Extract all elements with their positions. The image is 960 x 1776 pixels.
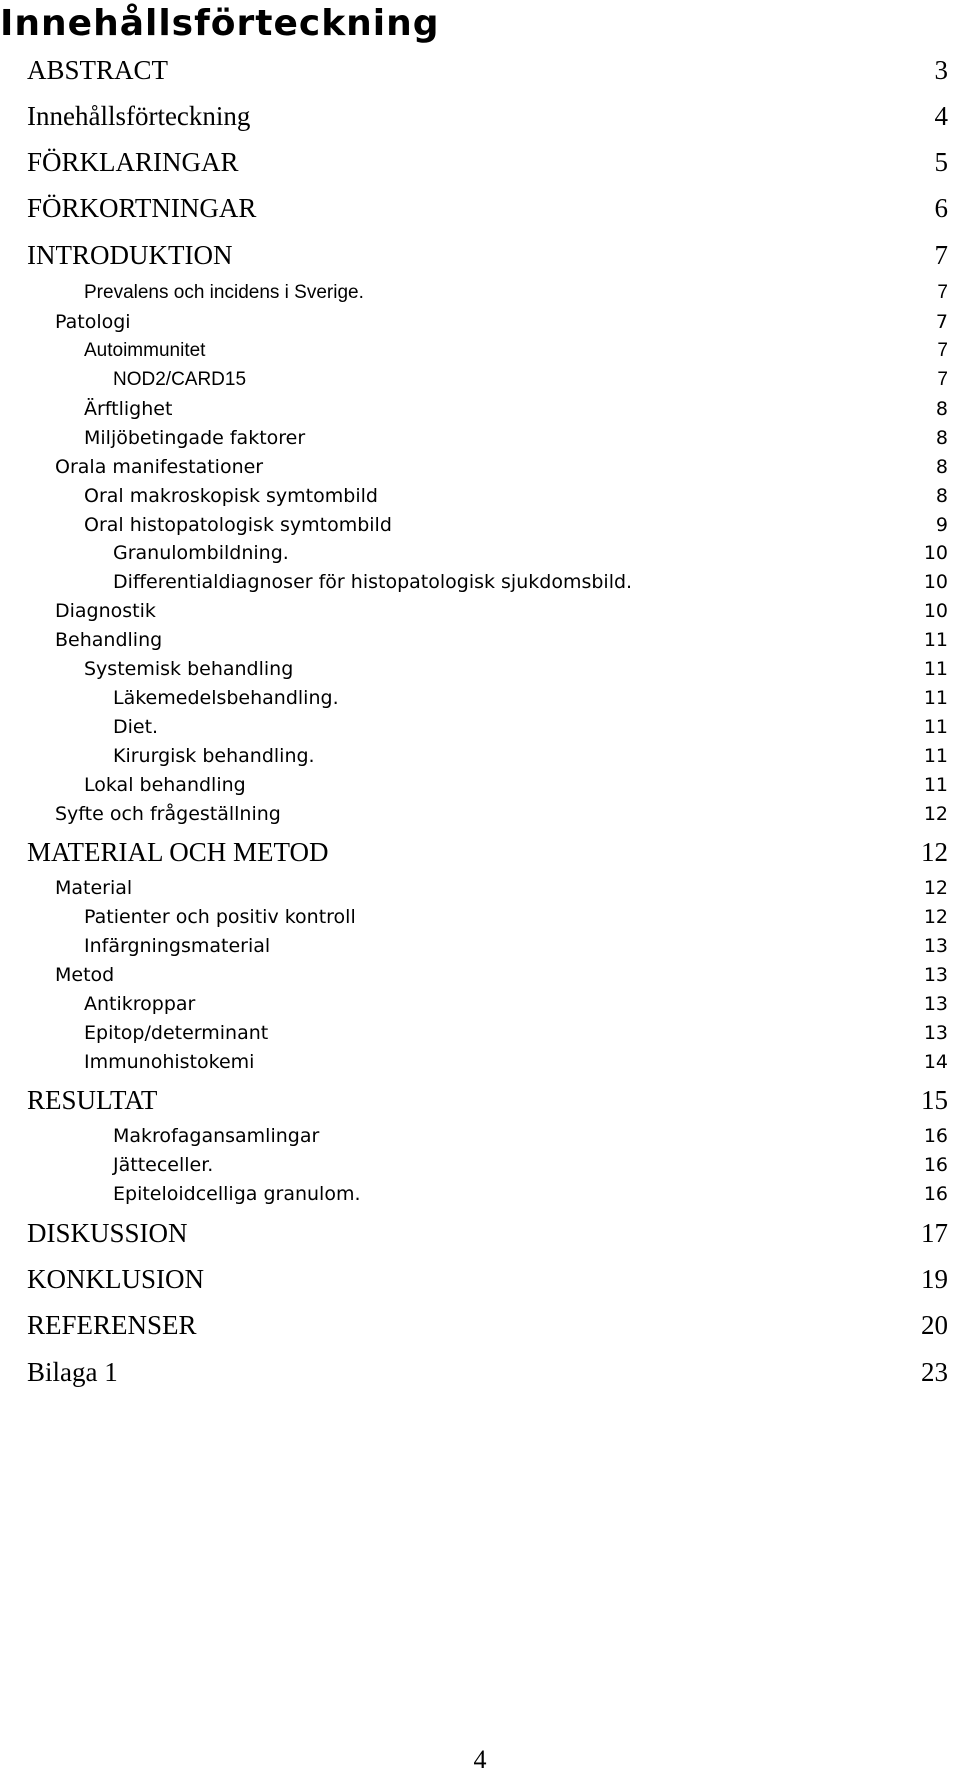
toc-entry[interactable] — [55, 803, 959, 825]
toc-entry-page: 7 — [934, 240, 948, 270]
toc-entry-page: 6 — [934, 193, 948, 223]
toc-entry-page: 12 — [923, 877, 948, 899]
toc-entry-label: Behandling — [55, 629, 163, 651]
toc-entry-label: ABSTRACT — [27, 55, 169, 85]
toc-entry-page: 16 — [923, 1154, 948, 1176]
toc-entry[interactable] — [27, 1357, 959, 1393]
toc-entry-page: 16 — [923, 1183, 948, 1205]
toc-entry-label: Antikroppar — [84, 993, 196, 1015]
toc-entry-label: RESULTAT — [27, 1085, 158, 1115]
toc-entry[interactable] — [55, 456, 959, 478]
toc-entry-page: 13 — [923, 935, 948, 957]
toc-entry-label: Granulombildning. — [113, 542, 289, 564]
toc-entry-page: 7 — [937, 369, 948, 390]
toc-entry[interactable] — [113, 571, 959, 593]
toc-entry-label: Patienter och positiv kontroll — [84, 906, 356, 928]
toc-entry[interactable] — [113, 369, 959, 391]
toc-entry[interactable] — [27, 837, 959, 873]
toc-entry-page: 23 — [921, 1357, 948, 1387]
toc-entry-label: Metod — [55, 964, 115, 986]
toc-entry-label: FÖRKORTNINGAR — [27, 193, 257, 223]
toc-entry-label: Makrofagansamlingar — [113, 1125, 320, 1147]
toc-entry[interactable] — [113, 1183, 959, 1205]
toc-entry-page: 12 — [923, 803, 948, 825]
toc-entry-page: 13 — [923, 1022, 948, 1044]
toc-entry-page: 8 — [935, 427, 948, 449]
toc-entry-label: Kirurgisk behandling. — [113, 745, 315, 767]
toc-entry[interactable] — [27, 1085, 959, 1121]
toc-entry-page: 11 — [923, 716, 948, 738]
toc-entry-page: 9 — [935, 514, 948, 536]
toc-entry-page: 8 — [935, 398, 948, 420]
toc-entry-page: 5 — [934, 147, 948, 177]
toc-entry-label: Lokal behandling — [84, 774, 246, 796]
toc-entry[interactable] — [84, 282, 959, 304]
toc-entry-page: 20 — [921, 1310, 948, 1340]
page-title: Innehållsförteckning — [0, 3, 440, 44]
toc-entry[interactable] — [84, 993, 959, 1015]
toc-entry[interactable] — [84, 514, 959, 536]
toc-entry-page: 7 — [935, 311, 948, 333]
toc-entry-label: Orala manifestationer — [55, 456, 264, 478]
toc-entry-label: Systemisk behandling — [84, 658, 294, 680]
toc-entry-page: 13 — [923, 964, 948, 986]
toc-entry-label: Infärgningsmaterial — [84, 935, 271, 957]
toc-entry-label: Bilaga 1 — [27, 1357, 118, 1387]
toc-entry[interactable] — [27, 240, 959, 276]
toc-entry-label: NOD2/CARD15 — [113, 369, 247, 390]
toc-entry-page: 10 — [923, 600, 948, 622]
toc-entry[interactable] — [84, 427, 959, 449]
toc-entry-page: 8 — [935, 485, 948, 507]
toc-entry-label: Immunohistokemi — [84, 1051, 255, 1073]
toc-entry-page: 11 — [923, 745, 948, 767]
toc-entry-page: 15 — [921, 1085, 948, 1115]
toc-entry-label: MATERIAL OCH METOD — [27, 837, 329, 867]
toc-entry-page: 11 — [923, 629, 948, 651]
toc-entry[interactable] — [27, 1310, 959, 1346]
toc-entry-label: Syfte och frågeställning — [55, 803, 281, 825]
toc-entry-label: Differentialdiagnoser för histopatologisk sjukdomsbild. — [113, 571, 633, 593]
toc-entry[interactable] — [55, 629, 959, 651]
toc-entry-label: Innehållsförteckning — [27, 101, 251, 131]
toc-entry-label: Patologi — [55, 311, 131, 333]
toc-entry-page: 10 — [923, 571, 948, 593]
toc-entry[interactable] — [113, 1154, 959, 1176]
toc-entry-label: Epiteloidcelliga granulom. — [113, 1183, 361, 1205]
toc-entry-page: 10 — [923, 542, 948, 564]
toc-entry[interactable] — [113, 1125, 959, 1147]
toc-entry-label: Oral makroskopisk symtombild — [84, 485, 378, 507]
toc-entry-page: 12 — [923, 906, 948, 928]
toc-entry-label: Diet. — [113, 716, 159, 738]
toc-entry[interactable] — [113, 745, 959, 767]
toc-entry-page: 11 — [923, 687, 948, 709]
toc-entry-label: Oral histopatologisk symtombild — [84, 514, 392, 536]
toc-entry[interactable] — [84, 906, 959, 928]
toc-entry-label: Material — [55, 877, 133, 899]
toc-entry[interactable] — [84, 485, 959, 507]
toc-entry[interactable] — [84, 658, 959, 680]
toc-entry[interactable] — [84, 340, 959, 362]
toc-entry[interactable] — [84, 935, 959, 957]
toc-entry-page: 3 — [934, 55, 948, 85]
page-number: 4 — [473, 1745, 487, 1774]
toc-entry[interactable] — [55, 964, 959, 986]
toc-entry-page: 8 — [935, 456, 948, 478]
toc-entry-label: DISKUSSION — [27, 1218, 188, 1248]
toc-entry-page: 17 — [921, 1218, 948, 1248]
toc-entry-label: Läkemedelsbehandling. — [113, 687, 339, 709]
toc-entry-label: Miljöbetingade faktorer — [84, 427, 306, 449]
toc-entry[interactable] — [55, 311, 959, 333]
toc-entry-page: 4 — [934, 101, 948, 131]
toc-entry[interactable] — [113, 542, 959, 564]
toc-entry-label: KONKLUSION — [27, 1264, 204, 1294]
toc-entry-page: 19 — [921, 1264, 948, 1294]
toc-entry[interactable] — [113, 716, 959, 738]
toc-entry-label: Ärftlighet — [84, 398, 173, 420]
toc-entry[interactable] — [27, 1264, 959, 1300]
toc-entry[interactable] — [27, 147, 959, 183]
toc-entry-page: 7 — [937, 340, 948, 361]
toc-entry-label: REFERENSER — [27, 1310, 197, 1340]
toc-entry-label: Autoimmunitet — [84, 340, 206, 361]
toc-entry[interactable] — [55, 877, 959, 899]
toc-entry-page: 11 — [923, 774, 948, 796]
toc-entry-page: 13 — [923, 993, 948, 1015]
toc-entry-page: 11 — [923, 658, 948, 680]
toc-entry[interactable] — [113, 687, 959, 709]
toc-entry-page: 14 — [923, 1051, 948, 1073]
toc-entry[interactable] — [84, 1022, 959, 1044]
toc-entry-label: Jätteceller. — [113, 1154, 214, 1176]
toc-entry-page: 7 — [937, 282, 948, 303]
toc-entry-label: FÖRKLARINGAR — [27, 147, 239, 177]
toc-entry-page: 16 — [923, 1125, 948, 1147]
toc-entry[interactable] — [27, 101, 959, 137]
toc-entry[interactable] — [27, 193, 959, 229]
toc-entry[interactable] — [55, 600, 959, 622]
toc-entry[interactable] — [27, 55, 959, 91]
toc-entry-label: Epitop/determinant — [84, 1022, 269, 1044]
toc-entry[interactable] — [84, 398, 959, 420]
toc-entry-page: 12 — [921, 837, 948, 867]
toc-entry[interactable] — [84, 774, 959, 796]
toc-entry[interactable] — [84, 1051, 959, 1073]
toc-entry-label: INTRODUKTION — [27, 240, 233, 270]
toc-entry-label: Prevalens och incidens i Sverige. — [84, 282, 364, 303]
toc-entry[interactable] — [27, 1218, 959, 1254]
toc-entry-label: Diagnostik — [55, 600, 156, 622]
